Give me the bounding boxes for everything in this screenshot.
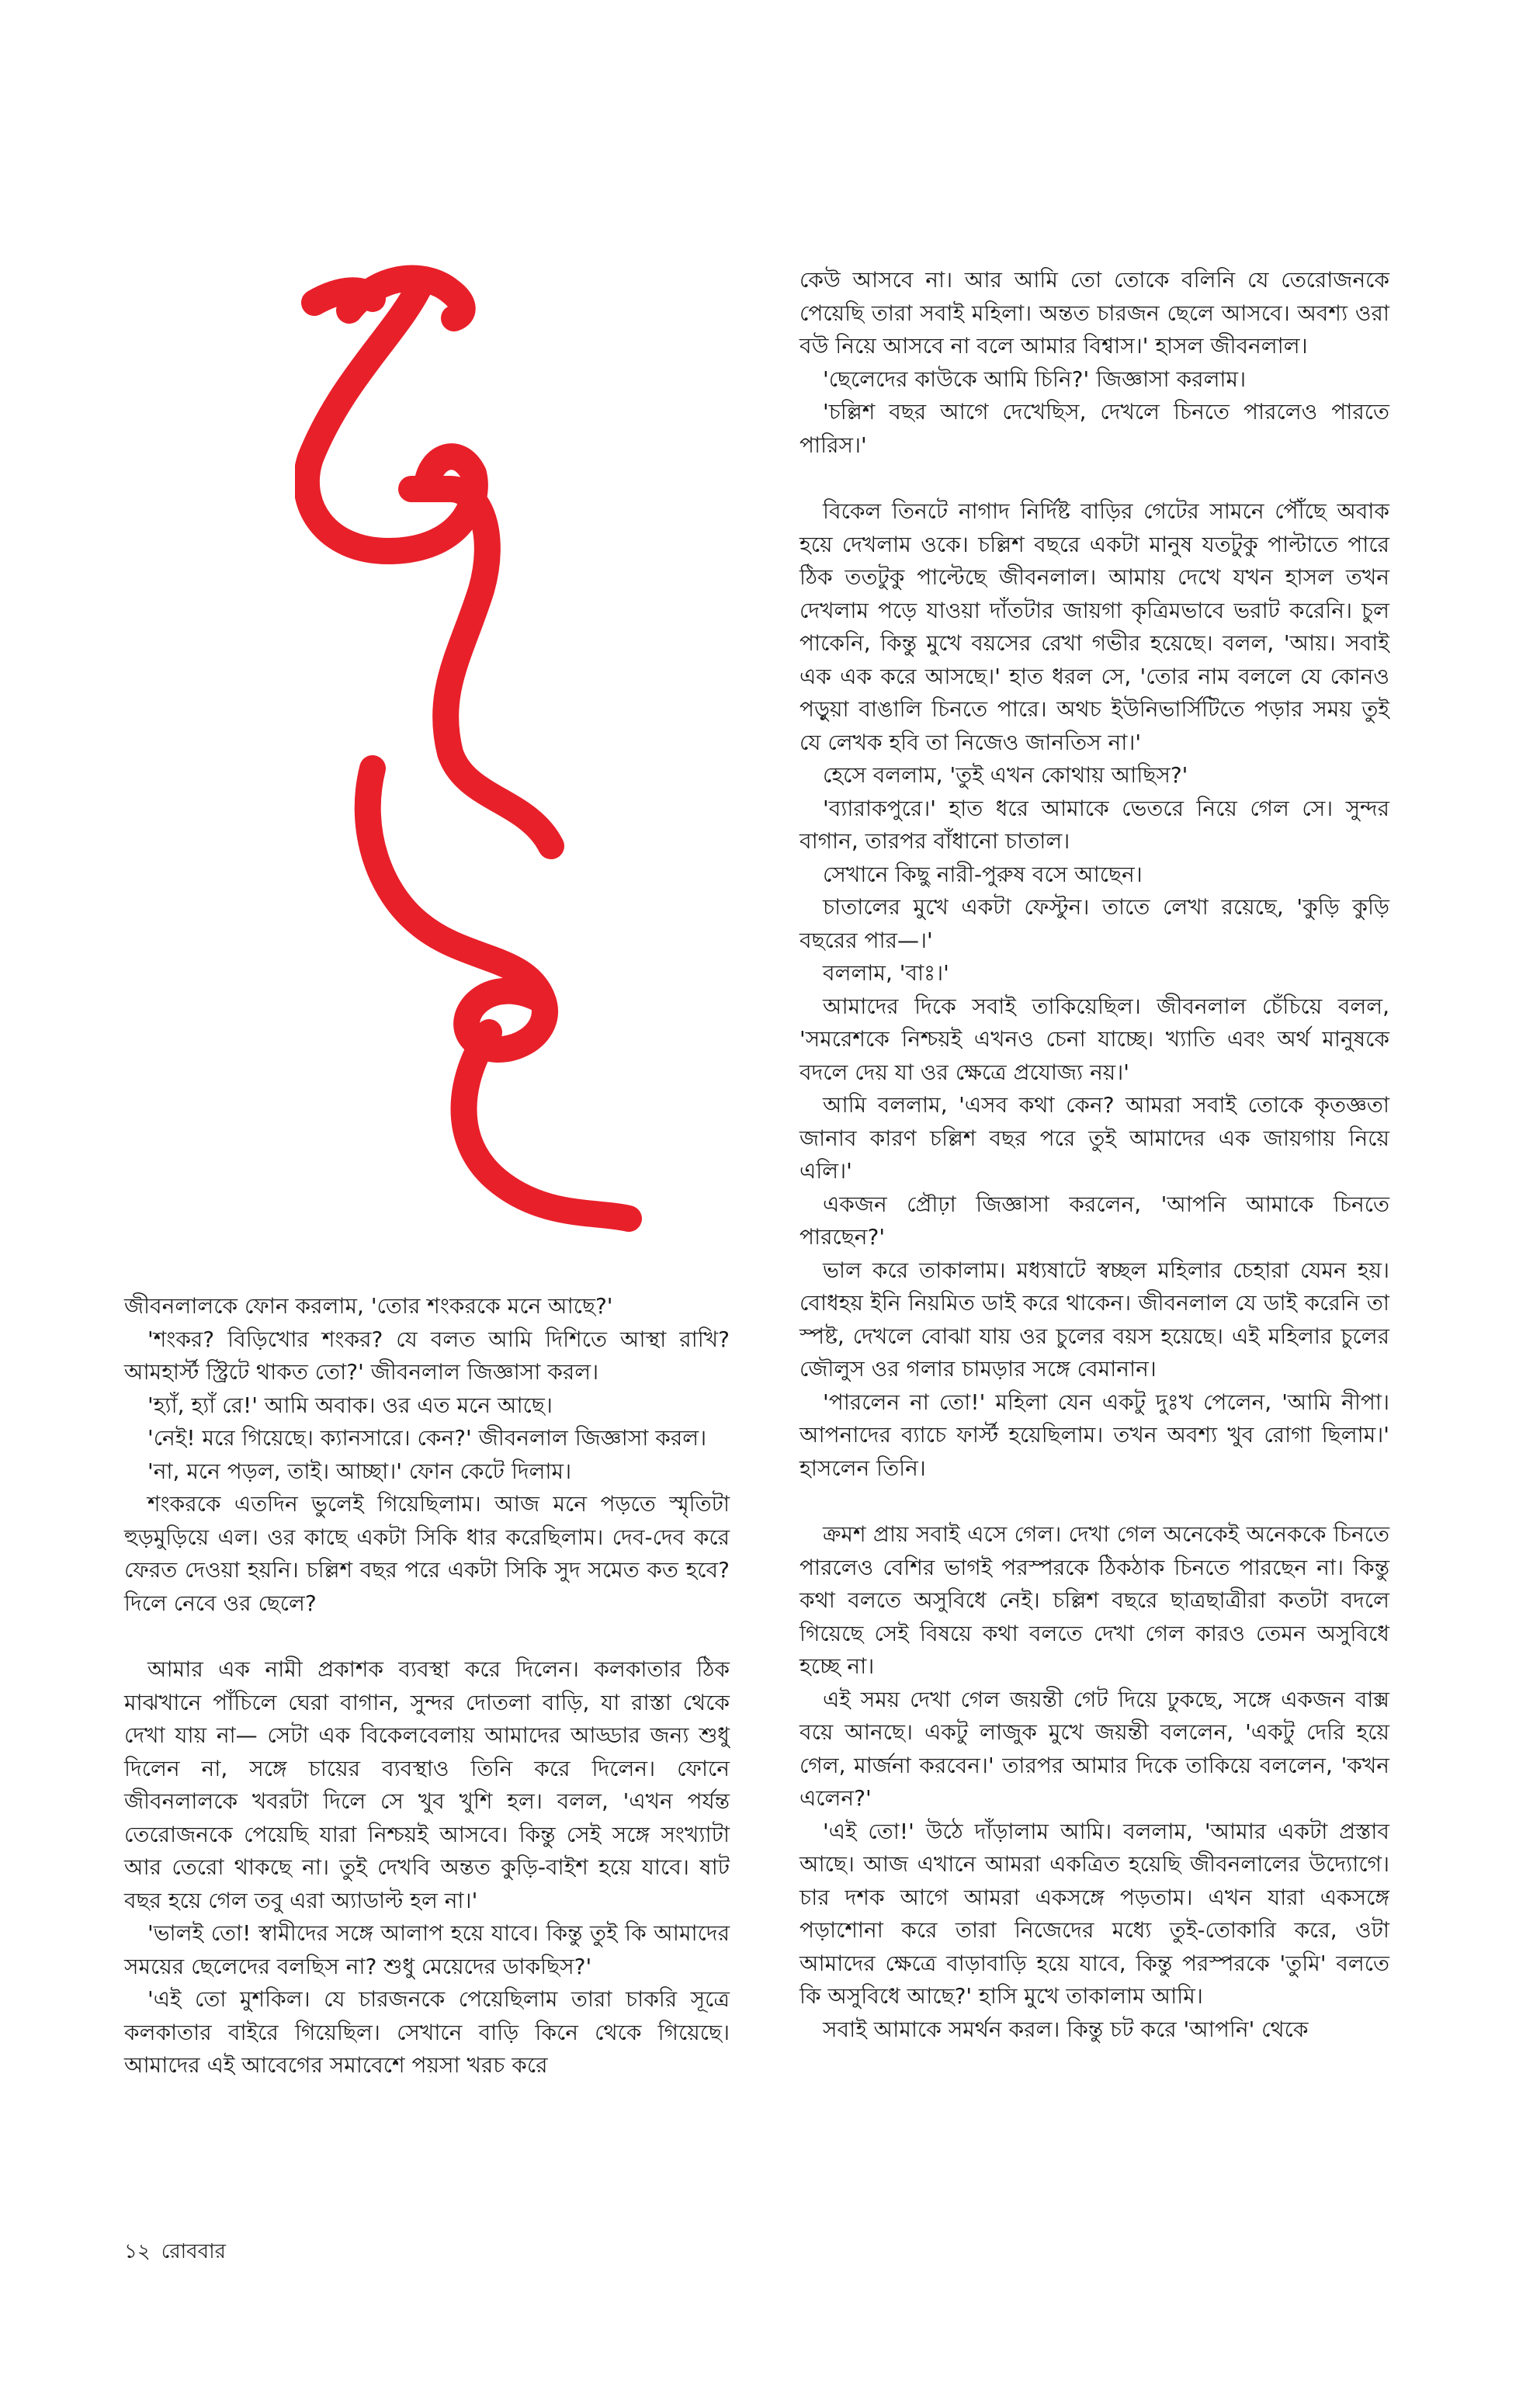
paragraph: 'না, মনে পড়ল, তাই। আচ্ছা।' ফোন কেটে দিলাম। — [147, 1458, 572, 1484]
paragraph: ভাল করে তাকালাম। মধ্যষাটে স্বচ্ছল মহিলার চেহারা যেমন হয়। বোধহয় ইনি নিয়মিত ডাই করে থাকেন। জীবনলাল যে ডাই করেনি তা স্পষ্ট, দেখলে বোঝা যায় ওর চুলের বয়স হয়েছে। এই মহিলার চুলের জৌলুস ওর গলার চামড়ার সঙ্গে বেমানান। — [799, 1257, 1389, 1382]
paragraph: আমার এক নামী প্রকাশক ব্যবস্থা করে দিলেন। কলকাতার ঠিক মাঝখানে পাঁচিলে ঘেরা বাগান, সুন্দর দোতলা বাড়ি, যা রাস্তা থেকে দেখা যায় না— সেটা এক বিকেলবেলায় আমাদের আড্ডার জন্য শুধু দিলেন না, সঙ্গে চায়ের ব্যবস্থাও তিনি করে দিলেন। ফোনে জীবনলালকে খবরটা দিলে সে খুব খুশি হল। বলল, 'এখন পর্যন্ত তেরোজনকে পেয়েছি যারা নিশ্চয়ই আসবে। কিন্তু সেই সঙ্গে সংখ্যাটা আর তেরো থাকছে না। তুই দেখবি অন্তত কুড়ি-বাইশ হয়ে যাবে। ষাট বছর হয়ে গেল তবু এরা অ্যাডাল্ট হল না।' — [124, 1656, 730, 1913]
paragraph: 'পারলেন না তো!' মহিলা যেন একটু দুঃখ পেলেন, 'আমি নীপা। আপনাদের ব্যাচে ফার্স্ট হয়েছিলাম। তখন অবশ্য খুব রোগা ছিলাম।' হাসলেন তিনি। — [799, 1389, 1389, 1481]
paragraph: বললাম, 'বাঃ।' — [823, 960, 949, 986]
paragraph: 'চল্লিশ বছর আগে দেখেছিস, দেখলে চিনতে পারলেও পারতে পারিস।' — [799, 399, 1389, 458]
paragraph: 'শংকর? বিড়িখোর শংকর? যে বলত আমি দিশিতে আস্থা রাখি? আমহার্স্ট স্ট্রিটে থাকত তো?' জীবনলাল জিজ্ঞাসা করল। — [124, 1326, 730, 1385]
magazine-name: রোববার — [161, 2240, 226, 2263]
page-footer — [124, 2235, 226, 2270]
paragraph: চাতালের মুখে একটা ফেস্টুন। তাতে লেখা রয়েছে, 'কুড়ি কুড়ি বছরের পার—।' — [799, 894, 1389, 953]
paragraph: একজন প্রৌঢ়া জিজ্ঞাসা করলেন, 'আপনি আমাকে চিনতে পারছেন?' — [799, 1191, 1389, 1250]
paragraph: শংকরকে এতদিন ভুলেই গিয়েছিলাম। আজ মনে পড়তে স্মৃতিটা হুড়মুড়িয়ে এল। ওর কাছে একটা সিকি ধার করেছিলাম। দেব-দেব করে ফেরত দেওয়া হয়নি। চল্লিশ বছর পরে একটা সিকি সুদ সমেত কত হবে? দিলে নেবে ওর ছেলে? — [124, 1491, 730, 1616]
paragraph: আমি বললাম, 'এসব কথা কেন? আমরা সবাই তোকে কৃতজ্ঞতা জানাব কারণ চল্লিশ বছর পরে তুই আমাদের এক জায়গায় নিয়ে এলি।' — [799, 1092, 1389, 1184]
paragraph: 'এই তো মুশকিল। যে চারজনকে পেয়েছিলাম তারা চাকরি সূত্রে কলকাতার বাইরে গিয়েছিল। সেখানে বাড়ি কিনে থেকে গিয়েছে। আমাদের এই আবেগের সমাবেশে পয়সা খরচ করে — [124, 1986, 730, 2078]
paragraph: 'এই তো!' উঠে দাঁড়ালাম আমি। বললাম, 'আমার একটা প্রস্তাব আছে। আজ এখানে আমরা একত্রিত হয়েছি জীবনলালের উদ্যোগে। চার দশক আগে আমরা একসঙ্গে পড়তাম। এখন যারা একসঙ্গে পড়াশোনা করে তারা নিজেদের মধ্যে তুই-তোকারি করে, ওটা আমাদের ক্ষেত্রে বাড়াবাড়ি হয়ে যাবে, কিন্তু পরস্পরকে 'তুমি' বলতে কি অসুবিধে আছে?' হাসি মুখে তাকালাম আমি। — [799, 1818, 1389, 2009]
article-column-left — [124, 1290, 730, 2083]
paragraph: সবাই আমাকে সমর্থন করল। কিন্তু চট করে 'আপনি' থেকে — [823, 2016, 1309, 2042]
calligraphy-illustration — [295, 256, 660, 1257]
page-number: ১২ — [124, 2240, 151, 2263]
paragraph: হেসে বললাম, 'তুই এখন কোথায় আছিস?' — [823, 762, 1188, 788]
paragraph: 'নেই! মরে গিয়েছে। ক্যানসারে। কেন?' জীবনলাল জিজ্ঞাসা করল। — [147, 1425, 707, 1451]
paragraph: আমাদের দিকে সবাই তাকিয়েছিল। জীবনলাল চেঁচিয়ে বলল, 'সমরেশকে নিশ্চয়ই এখনও চেনা যাচ্ছে। খ্যাতি এবং অর্থ মানুষকে বদলে দেয় যা ওর ক্ষেত্রে প্রযোজ্য নয়।' — [799, 993, 1389, 1085]
paragraph: কেউ আসবে না। আর আমি তো তোকে বলিনি যে তেরোজনকে পেয়েছি তারা সবাই মহিলা। অন্তত চারজন ছেলে আসবে। অবশ্য ওরা বউ নিয়ে আসবে না বলে আমার বিশ্বাস।' হাসল জীবনলাল। — [799, 267, 1389, 359]
paragraph: 'ছেলেদের কাউকে আমি চিনি?' জিজ্ঞাসা করলাম। — [823, 366, 1247, 392]
paragraph: 'ব্যারাকপুরে।' হাত ধরে আমাকে ভেতরে নিয়ে গেল সে। সুন্দর বাগান, তারপর বাঁধানো চাতাল। — [799, 795, 1389, 854]
paragraph: এই সময় দেখা গেল জয়ন্তী গেট দিয়ে ঢুকছে, সঙ্গে একজন বাক্স বয়ে আনছে। একটু লাজুক মুখে জয়ন্তী বললেন, 'একটু দেরি হয়ে গেল, মার্জনা করবেন।' তারপর আমার দিকে তাকিয়ে বললেন, 'কখন এলেন?' — [799, 1686, 1389, 1811]
paragraph: 'ভালই তো! স্বামীদের সঙ্গে আলাপ হয়ে যাবে। কিন্তু তুই কি আমাদের সময়ের ছেলেদের বলছিস না? শুধু মেয়েদের ডাকছিস?' — [124, 1920, 730, 1979]
paragraph: জীবনলালকে ফোন করলাম, 'তোর শংকরকে মনে আছে?' — [124, 1293, 613, 1319]
paragraph: বিকেল তিনটে নাগাদ নির্দিষ্ট বাড়ির গেটের সামনে পৌঁছে অবাক হয়ে দেখলাম ওকে। চল্লিশ বছরে একটা মানুষ যতটুকু পাল্টাতে পারে ঠিক ততটুকু পাল্টেছে জীবনলাল। আমায় দেখে যখন হাসল তখন দেখলাম পড়ে যাওয়া দাঁতটার জায়গা কৃত্রিমভাবে ভরাট করেনি। চুল পাকেনি, কিন্তু মুখে বয়সের রেখা গভীর হয়েছে। বলল, 'আয়। সবাই এক এক করে আসছে।' হাত ধরল সে, 'তোর নাম বললে যে কোনও পড়ুয়া বাঙালি চিনতে পারে। অথচ ইউনিভার্সিটিতে পড়ার সময় তুই যে লেখক হবি তা নিজেও জানতিস না।' — [799, 498, 1389, 755]
paragraph: ক্রমশ প্রায় সবাই এসে গেল। দেখা গেল অনেকেই অনেককে চিনতে পারলেও বেশির ভাগই পরস্পরকে ঠিকঠাক চিনতে পারছেন না। কিন্তু কথা বলতে অসুবিধে নেই। চল্লিশ বছরে ছাত্রছাত্রীরা কতটা বদলে গিয়েছে সেই বিষয়ে কথা বলতে দেখা গেল কারও তেমন অসুবিধে হচ্ছে না। — [799, 1521, 1389, 1679]
paragraph: 'হ্যাঁ, হ্যাঁ রে!' আমি অবাক। ওর এত মনে আছে। — [147, 1392, 553, 1418]
article-column-right — [799, 264, 1389, 2046]
paragraph: সেখানে কিছু নারী-পুরুষ বসে আছেন। — [823, 861, 1143, 887]
